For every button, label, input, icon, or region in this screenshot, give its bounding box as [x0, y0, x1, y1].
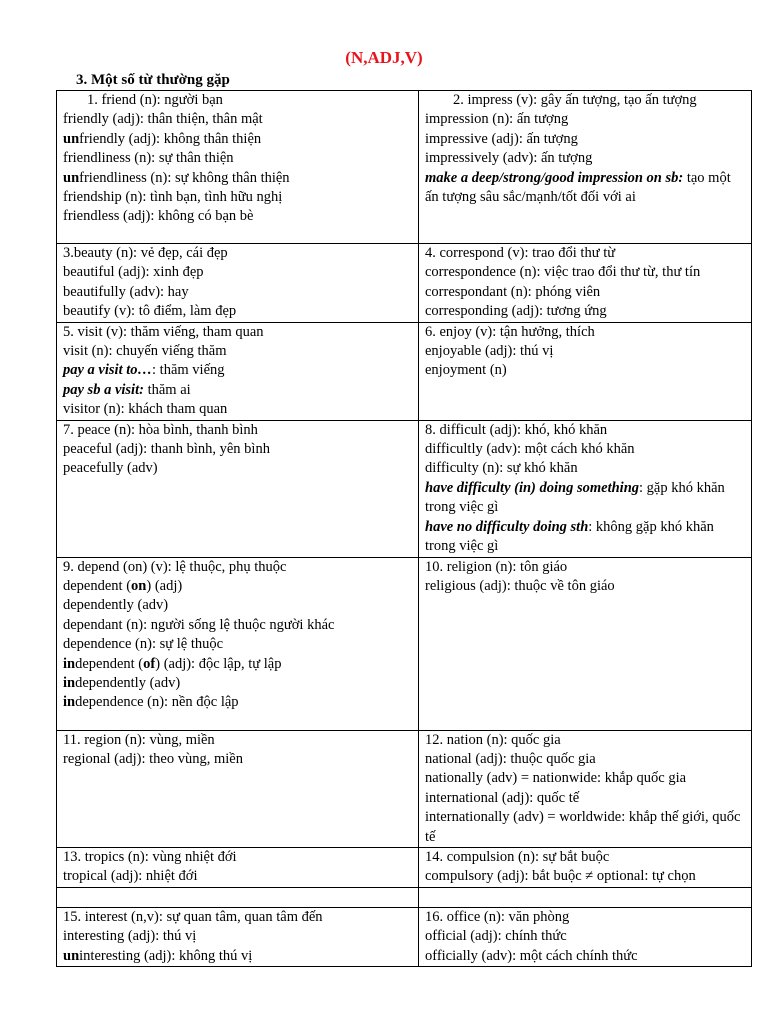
entry-line — [425, 789, 745, 808]
entry-line — [63, 577, 412, 596]
table-cell — [419, 91, 752, 244]
entry-line — [63, 244, 412, 263]
text-run: nationally (adv) = nationwide: khắp quốc gia — [425, 770, 687, 787]
entry-line — [425, 518, 745, 557]
entry-line — [63, 867, 412, 886]
text-run: pay a visit to… — [63, 362, 153, 379]
table-cell — [419, 887, 752, 907]
text-run: impressively (adv): ấn tượng — [425, 150, 593, 167]
text-run: correspondant (n): phóng viên — [425, 283, 601, 300]
table-cell — [419, 847, 752, 887]
text-run: regional (adj): theo vùng, miền — [63, 750, 243, 767]
table-cell — [57, 244, 419, 323]
table-cell — [57, 847, 419, 887]
text-run: make a deep/strong/good impression on sb: — [425, 169, 684, 186]
entry-line — [63, 207, 412, 226]
text-run: of — [143, 655, 156, 672]
text-run: un — [63, 169, 80, 186]
table-row — [57, 847, 752, 887]
text-run: friendly (adj): không thân thiện — [79, 130, 262, 147]
text-run: interesting (adj): không thú vị — [79, 947, 253, 964]
entry-line — [425, 421, 745, 440]
entry-line — [63, 558, 412, 577]
text-run: thăm ai — [143, 381, 191, 398]
text-run: corresponding (adj): tương ứng — [425, 303, 607, 320]
text-run: friendliness (n): sự thân thiện — [63, 150, 234, 167]
entry-line — [425, 130, 745, 149]
text-run: dependant (n): người sống lệ thuộc người khác — [63, 616, 335, 633]
text-run: dependent ( — [75, 655, 144, 672]
entry-line — [425, 361, 745, 380]
entry-line — [63, 655, 412, 674]
text-run: 6. enjoy (v): tận hưởng, thích — [425, 323, 595, 340]
text-run: difficultly (adv): một cách khó khăn — [425, 441, 635, 458]
text-run: 13. tropics (n): vùng nhiệt đới — [63, 848, 237, 865]
text-run: dependently (adv) — [63, 597, 169, 614]
text-run: enjoyment (n) — [425, 362, 507, 379]
entry-line — [63, 947, 412, 966]
entry-line — [63, 169, 412, 188]
entry-line — [63, 421, 412, 440]
text-run: un — [63, 947, 80, 964]
text-run: on — [131, 577, 147, 594]
entry-line — [63, 596, 412, 615]
table-row — [57, 730, 752, 847]
text-run: visitor (n): khách tham quan — [63, 401, 228, 418]
entry-line — [63, 342, 412, 361]
entry-line — [425, 244, 745, 263]
text-run: dependence (n): nền độc lập — [75, 694, 239, 711]
entry-line — [425, 342, 745, 361]
entry-line — [425, 283, 745, 302]
text-run: in — [63, 674, 76, 691]
text-run: correspondence (n): việc trao đổi thư từ, thư tín — [425, 264, 701, 281]
table-cell — [419, 907, 752, 966]
table-row — [57, 887, 752, 907]
text-run: friendliness (n): sự không thân thiện — [79, 169, 290, 186]
vocabulary-table — [56, 90, 752, 967]
entry-line — [63, 188, 412, 207]
text-run: dependence (n): sự lệ thuộc — [63, 636, 224, 653]
text-run: : gặp khó khăn trong việc gì — [425, 479, 725, 516]
text-run: ) (adj): độc lập, tự lập — [155, 655, 282, 672]
text-run: 11. region (n): vùng, miền — [63, 731, 215, 748]
text-run: impression (n): ấn tượng — [425, 111, 569, 128]
entry-line — [425, 750, 745, 769]
table-cell — [419, 730, 752, 847]
text-run: friendly (adj): thân thiện, thân mật — [63, 111, 263, 128]
entry-line — [425, 558, 745, 577]
entry-line — [425, 927, 745, 946]
text-run: 14. compulsion (n): sự bắt buộc — [425, 848, 610, 865]
table-row — [57, 907, 752, 966]
text-run: visit (n): chuyến viếng thăm — [63, 343, 227, 360]
entry-line — [63, 130, 412, 149]
entry-line — [425, 459, 745, 478]
text-run: : thăm viếng — [152, 362, 225, 379]
text-run: officially (adv): một cách chính thức — [425, 947, 638, 964]
entry-line — [63, 848, 412, 867]
text-run: interesting (adj): thú vị — [63, 928, 197, 945]
entry-line — [425, 908, 745, 927]
table-cell — [57, 907, 419, 966]
entry-line — [425, 323, 745, 342]
text-run: friendship (n): tình bạn, tình hữu nghị — [63, 189, 283, 206]
text-run: pay sb a visit: — [63, 381, 144, 398]
entry-line — [63, 440, 412, 459]
text-run: national (adj): thuộc quốc gia — [425, 750, 596, 767]
text-run: friendless (adj): không có bạn bè — [63, 208, 254, 225]
entry-line — [425, 808, 745, 847]
text-run: 15. interest (n,v): sự quan tâm, quan tâm đến — [63, 908, 323, 925]
entry-line — [425, 848, 745, 867]
table-row — [57, 322, 752, 420]
entry-line — [63, 674, 412, 693]
table-cell — [57, 420, 419, 557]
table-cell — [57, 730, 419, 847]
text-run: 2. impress (v): gây ấn tượng, tạo ấn tượng — [453, 92, 697, 108]
entry-line — [63, 149, 412, 168]
text-run: dependent ( — [63, 577, 132, 594]
text-run: tạo một ấn tượng sâu sắc/mạnh/tốt đối với ai — [425, 169, 731, 206]
page-title: (N,ADJ,V) — [345, 48, 423, 67]
text-run: in — [63, 655, 76, 672]
table-cell — [419, 244, 752, 323]
text-run: international (adj): quốc tế — [425, 789, 580, 806]
entry-line — [63, 283, 412, 302]
entry-line — [63, 635, 412, 654]
text-run: beautify (v): tô điểm, làm đẹp — [63, 303, 237, 320]
table-row — [57, 420, 752, 557]
text-run: : không gặp khó khăn trong việc gì — [425, 518, 714, 555]
entry-line — [425, 110, 745, 129]
entry-line — [63, 361, 412, 380]
entry-line — [63, 750, 412, 769]
table-row — [57, 91, 752, 244]
text-run: tropical (adj): nhiệt đới — [63, 868, 198, 885]
entry-line — [425, 947, 745, 966]
entry-line — [63, 908, 412, 927]
entry-line — [63, 731, 412, 750]
entry-line — [425, 769, 745, 788]
text-run: 10. religion (n): tôn giáo — [425, 558, 568, 575]
entry-line — [63, 927, 412, 946]
table-cell — [419, 322, 752, 420]
text-run: have difficulty (in) doing something — [425, 479, 640, 496]
text-run: in — [63, 694, 76, 711]
text-run: un — [63, 130, 80, 147]
text-run: 7. peace (n): hòa bình, thanh bình — [63, 421, 258, 438]
entry-line — [63, 110, 412, 129]
text-run: have no difficulty doing sth — [425, 518, 589, 535]
text-run: beautifully (adv): hay — [63, 283, 189, 300]
text-run: 12. nation (n): quốc gia — [425, 731, 561, 748]
text-run: 5. visit (v): thăm viếng, tham quan — [63, 323, 264, 340]
text-run: beautiful (adj): xinh đẹp — [63, 264, 204, 281]
text-run: compulsory (adj): bắt buộc ≠ optional: tự chọn — [425, 868, 696, 885]
text-run: internationally (adv) = worldwide: khắp thế giới, quốc tế — [425, 809, 741, 845]
entry-line — [63, 459, 412, 478]
text-run: 4. correspond (v): trao đổi thư từ — [425, 245, 616, 261]
text-run: 8. difficult (adj): khó, khó khăn — [425, 421, 608, 438]
table-cell — [419, 557, 752, 730]
entry-line — [63, 263, 412, 282]
table-cell — [57, 557, 419, 730]
text-run: 3.beauty (n): vẻ đẹp, cái đẹp — [63, 245, 228, 261]
text-run: enjoyable (adj): thú vị — [425, 343, 554, 360]
entry-line — [63, 693, 412, 712]
table-cell — [57, 887, 419, 907]
entry-line — [425, 149, 745, 168]
entry-line — [425, 577, 745, 596]
text-run: 9. depend (on) (v): lệ thuộc, phụ thuộc — [63, 558, 287, 575]
entry-line — [425, 440, 745, 459]
entry-line — [63, 616, 412, 635]
entry-line — [63, 323, 412, 342]
entry-line — [425, 91, 745, 110]
entry-line — [425, 867, 745, 886]
entry-line — [425, 302, 745, 321]
entry-line — [63, 400, 412, 419]
entry-line — [63, 381, 412, 400]
text-run: ) (adj) — [146, 577, 183, 594]
table-cell — [57, 91, 419, 244]
text-run: 16. office (n): văn phòng — [425, 908, 570, 925]
text-run: impressive (adj): ấn tượng — [425, 130, 578, 147]
text-run: 1. friend (n): người bạn — [87, 92, 223, 108]
entry-line — [63, 91, 412, 110]
text-run: peaceful (adj): thanh bình, yên bình — [63, 441, 270, 458]
section-heading: 3. Một số từ thường gặp — [76, 72, 230, 88]
text-run: difficulty (n): sự khó khăn — [425, 460, 578, 477]
table-row — [57, 557, 752, 730]
table-cell — [419, 420, 752, 557]
entry-line — [425, 263, 745, 282]
entry-line — [425, 169, 745, 208]
table-row — [57, 244, 752, 323]
entry-line — [63, 302, 412, 321]
entry-line — [425, 731, 745, 750]
entry-line — [425, 479, 745, 518]
text-run: peacefully (adv) — [63, 460, 158, 477]
text-run: dependently (adv) — [75, 674, 181, 691]
text-run: official (adj): chính thức — [425, 928, 567, 945]
text-run: religious (adj): thuộc về tôn giáo — [425, 577, 615, 594]
table-cell — [57, 322, 419, 420]
